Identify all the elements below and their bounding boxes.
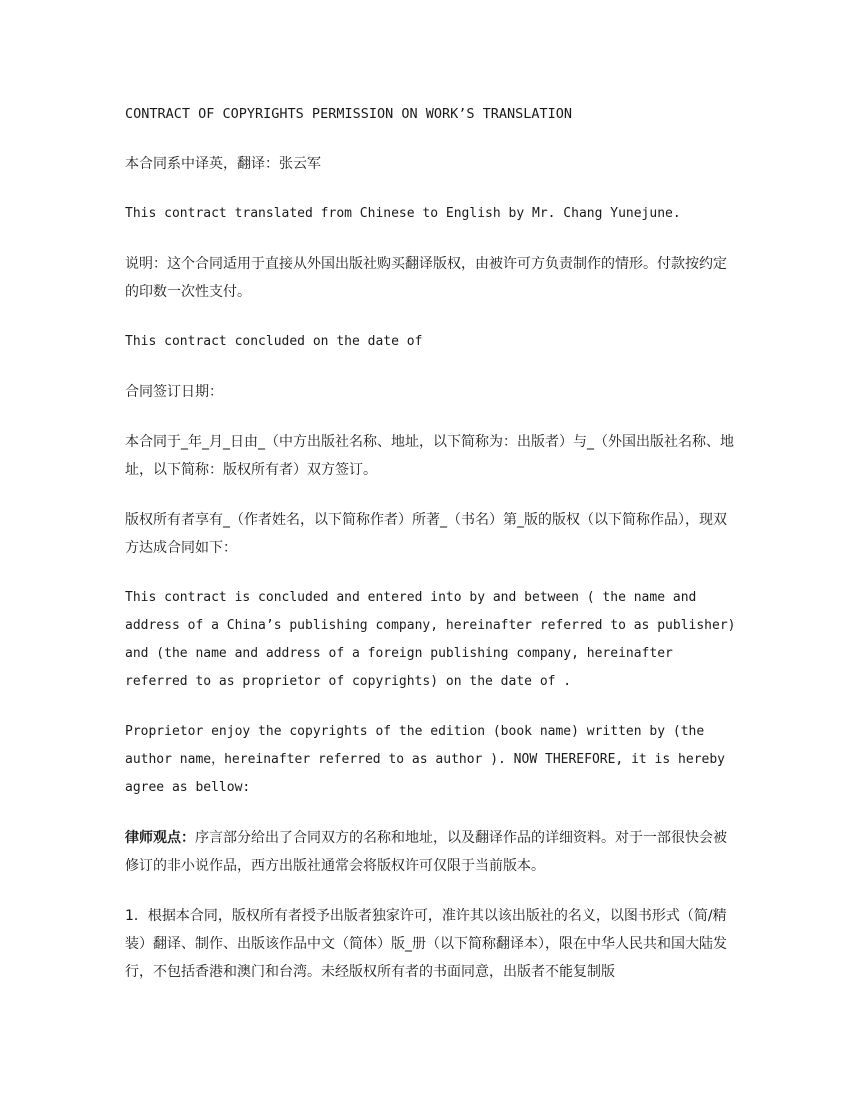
lawyer-opinion-label: 律师观点：	[125, 830, 195, 846]
clause-1: 1．根据本合同，版权所有者授予出版者独家许可，准许其以该出版社的名义，以图书形式（简/精装）翻译、制作、出版该作品中文（简体）版_册（以下简称翻译本），限在中华人民共和国大陆发行，不包括香港和澳门和台湾。未经版权所有者的书面同意，出版者不能复制版	[125, 908, 727, 980]
date-line-en: This contract concluded on the date of	[125, 334, 423, 349]
usage-note-zh: 说明：这个合同适用于直接从外国出版社购买翻译版权，由被许可方负责制作的情形。付款按约定的印数一次性支付。	[125, 256, 727, 300]
translator-note-zh: 本合同系中译英，翻译：张云军	[125, 156, 321, 172]
document-page	[125, 100, 740, 1008]
parties-paragraph-zh: 本合同于_年_月_日由_（中方出版社名称、地址，以下简称为：出版者）与_（外国出版社名称、地址，以下简称：版权所有者）双方签订。	[125, 434, 734, 478]
date-line-zh: 合同签订日期：	[125, 384, 223, 400]
lawyer-opinion-text: 序言部分给出了合同双方的名称和地址，以及翻译作品的详细资料。对于一部很快会被修订的非小说作品，西方出版社通常会将版权许可仅限于当前版本。	[125, 830, 727, 874]
parties-paragraph-en: This contract is concluded and entered into by and between ( the name and address of a China’s publishing company, hereinafter referred to as publisher) and (the name and address of a foreign publishing company, hereinafter referred to as proprietor of copyrights) on the date of .	[125, 590, 736, 689]
translator-note-en: This contract translated from Chinese to English by Mr. Chang Yunejune.	[125, 206, 681, 221]
rights-paragraph-zh: 版权所有者享有_（作者姓名，以下简称作者）所著_（书名）第_版的版权（以下简称作品），现双方达成合同如下：	[125, 512, 727, 556]
lawyer-opinion	[125, 824, 740, 880]
rights-paragraph-en: Proprietor enjoy the copyrights of the edition (book name) written by (the author name，hereinafter referred to as author ). NOW THEREFORE, it is hereby agree as bellow:	[125, 724, 725, 795]
document-title: CONTRACT OF COPYRIGHTS PERMISSION ON WORK’S TRANSLATION	[125, 106, 573, 122]
